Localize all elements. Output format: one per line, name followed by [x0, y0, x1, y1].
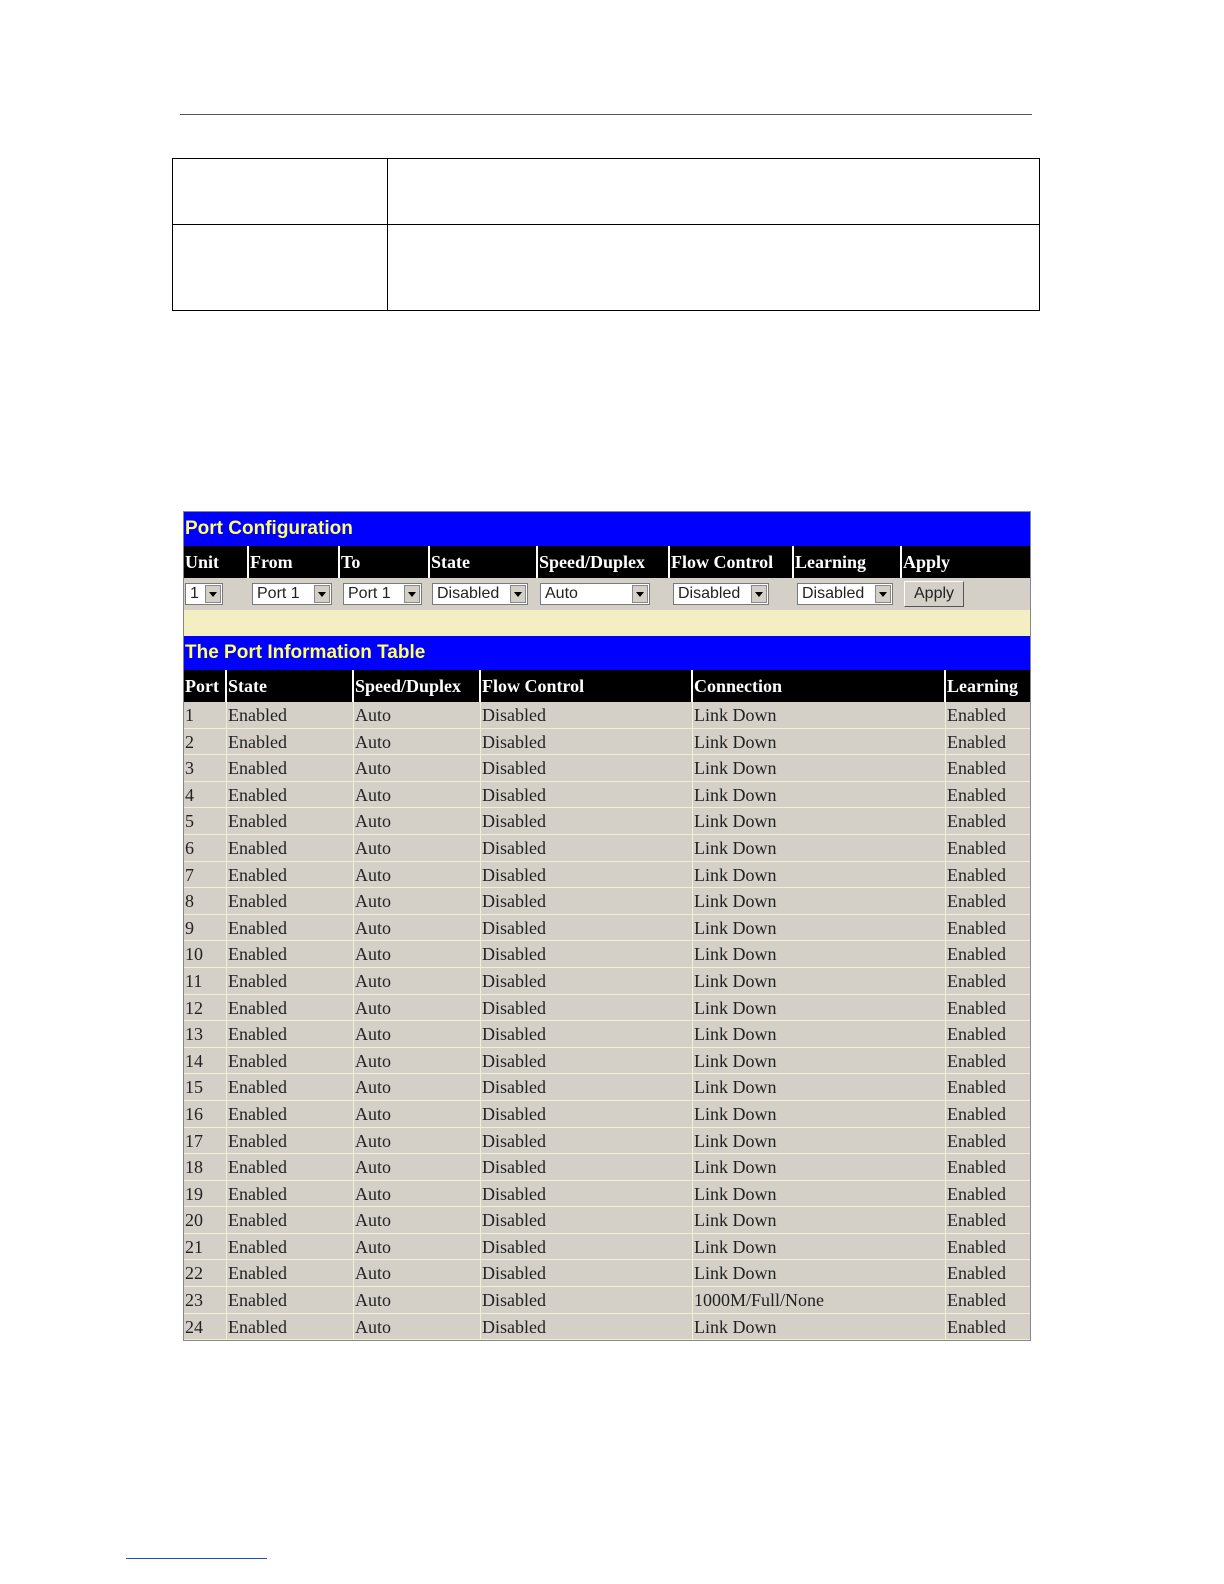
chevron-down-icon[interactable] [875, 585, 891, 603]
table-row [184, 1260, 1030, 1287]
port-configuration-panel [183, 511, 1031, 1341]
speed-duplex-cell: Auto [354, 1154, 481, 1180]
connection-cell: Link Down [693, 888, 946, 914]
state-cell: Enabled [227, 1314, 354, 1340]
learning-cell: Enabled [947, 784, 1006, 805]
learning-cell: Enabled [947, 1316, 1006, 1337]
flow-control-select[interactable] [673, 583, 769, 605]
port-cell: 20 [184, 1207, 227, 1233]
speed-duplex-cell: Auto [354, 1128, 481, 1154]
connection-cell: Link Down [693, 1101, 946, 1127]
state-cell: Enabled [227, 968, 354, 994]
unit-select[interactable] [185, 583, 223, 605]
speed-duplex-cell: Auto [354, 1048, 481, 1074]
port-cell: 16 [184, 1101, 227, 1127]
table-row [184, 1234, 1030, 1261]
learning-cell: Enabled [947, 811, 1006, 832]
state-cell: Enabled [227, 1048, 354, 1074]
flow-control-cell: Disabled [481, 968, 693, 994]
connection-cell: Link Down [693, 1207, 946, 1233]
state-cell: Enabled [227, 1101, 354, 1127]
flow-control-cell: Disabled [481, 729, 693, 755]
config-header-to: To [340, 546, 430, 578]
table-row [184, 1207, 1030, 1234]
config-header-speed-duplex: Speed/Duplex [538, 546, 670, 578]
flow-control-cell: Disabled [481, 915, 693, 941]
flow-control-cell: Disabled [481, 1154, 693, 1180]
connection-cell: Link Down [693, 862, 946, 888]
port-cell: 11 [184, 968, 227, 994]
connection-cell: Link Down [693, 1314, 946, 1340]
speed-duplex-cell [538, 583, 670, 605]
table-row [184, 968, 1030, 995]
state-cell: Enabled [227, 1021, 354, 1047]
connection-cell: Link Down [693, 941, 946, 967]
config-controls-row [184, 578, 1030, 610]
flow-control-cell: Disabled [481, 782, 693, 808]
port-cell: 24 [184, 1314, 227, 1340]
table-row [184, 888, 1030, 915]
state-cell [430, 583, 538, 605]
learning-cell: Enabled [947, 970, 1006, 991]
port-cell: 18 [184, 1154, 227, 1180]
connection-cell: Link Down [693, 1074, 946, 1100]
speed-duplex-cell: Auto [354, 915, 481, 941]
state-cell: Enabled [227, 782, 354, 808]
learning-cell: Enabled [947, 1103, 1006, 1124]
learning-cell: Enabled [947, 1236, 1006, 1257]
learning-cell: Enabled [947, 864, 1006, 885]
table-row [184, 1101, 1030, 1128]
table-row [184, 995, 1030, 1022]
apply-cell [902, 581, 1030, 607]
speed-duplex-cell: Auto [354, 1021, 481, 1047]
config-header-unit: Unit [184, 546, 249, 578]
info-header-connection: Connection [693, 670, 946, 702]
page-header-rule [180, 114, 1032, 115]
config-header-from: From [249, 546, 340, 578]
learning-cell: Enabled [947, 1130, 1006, 1151]
flow-control-cell: Disabled [481, 941, 693, 967]
document-table-cell [173, 159, 388, 225]
connection-cell: Link Down [693, 915, 946, 941]
flow-control-cell: Disabled [481, 808, 693, 834]
chevron-down-icon[interactable] [510, 585, 526, 603]
speed-duplex-cell: Auto [354, 1314, 481, 1340]
table-row [184, 755, 1030, 782]
state-cell: Enabled [227, 702, 354, 728]
speed-duplex-cell: Auto [354, 1234, 481, 1260]
learning-cell: Enabled [947, 837, 1006, 858]
state-cell: Enabled [227, 1128, 354, 1154]
table-row [184, 702, 1030, 729]
port-information-table-title: The Port Information Table [184, 636, 1030, 670]
learning-cell: Enabled [947, 944, 1006, 965]
port-cell: 12 [184, 995, 227, 1021]
learning-cell: Enabled [947, 1050, 1006, 1071]
flow-control-cell: Disabled [481, 702, 693, 728]
chevron-down-icon[interactable] [314, 585, 330, 603]
state-cell: Enabled [227, 1074, 354, 1100]
chevron-down-icon[interactable] [632, 585, 648, 603]
learning-cell: Enabled [947, 1263, 1006, 1284]
speed-duplex-cell: Auto [354, 782, 481, 808]
speed-duplex-select-value: Auto [545, 585, 578, 602]
port-cell: 15 [184, 1074, 227, 1100]
table-row [184, 1154, 1030, 1181]
document-table-row [173, 225, 1040, 311]
learning-cell: Enabled [947, 1210, 1006, 1231]
speed-duplex-cell: Auto [354, 1101, 481, 1127]
table-row [184, 1287, 1030, 1314]
port-cell: 1 [184, 702, 227, 728]
port-cell: 13 [184, 1021, 227, 1047]
connection-cell: Link Down [693, 835, 946, 861]
separator-band [184, 610, 1030, 636]
config-header-flow-control: Flow Control [670, 546, 794, 578]
connection-cell: Link Down [693, 808, 946, 834]
flow-control-cell [670, 583, 794, 605]
table-row [184, 808, 1030, 835]
state-cell: Enabled [227, 1154, 354, 1180]
learning-cell: Enabled [947, 997, 1006, 1018]
learning-select-value: Disabled [802, 585, 865, 602]
speed-duplex-cell: Auto [354, 702, 481, 728]
to-port-select-value: Port 1 [348, 585, 391, 602]
table-row [184, 1048, 1030, 1075]
connection-cell: Link Down [693, 968, 946, 994]
document-table-cell [173, 225, 388, 311]
state-cell: Enabled [227, 835, 354, 861]
learning-cell: Enabled [947, 1077, 1006, 1098]
connection-cell: Link Down [693, 702, 946, 728]
table-row [184, 915, 1030, 942]
connection-cell: Link Down [693, 1234, 946, 1260]
unit-select-value: 1 [190, 585, 199, 602]
connection-cell: Link Down [693, 755, 946, 781]
flow-control-cell: Disabled [481, 862, 693, 888]
learning-cell: Enabled [947, 1183, 1006, 1204]
from-port-select-value: Port 1 [257, 585, 300, 602]
port-cell: 21 [184, 1234, 227, 1260]
speed-duplex-cell: Auto [354, 1074, 481, 1100]
learning-cell: Enabled [947, 731, 1006, 752]
table-row [184, 1074, 1030, 1101]
flow-control-cell: Disabled [481, 1101, 693, 1127]
flow-control-cell: Disabled [481, 1074, 693, 1100]
port-cell: 23 [184, 1287, 227, 1313]
state-cell: Enabled [227, 888, 354, 914]
flow-control-cell: Disabled [481, 995, 693, 1021]
config-header-state: State [430, 546, 538, 578]
connection-cell: Link Down [693, 1021, 946, 1047]
connection-cell: Link Down [693, 1128, 946, 1154]
port-cell: 6 [184, 835, 227, 861]
to-cell [340, 583, 430, 605]
flow-control-cell: Disabled [481, 1048, 693, 1074]
flow-control-cell: Disabled [481, 1314, 693, 1340]
state-select[interactable] [432, 583, 528, 605]
info-header-speed-duplex: Speed/Duplex [354, 670, 481, 702]
learning-cell: Enabled [947, 1290, 1006, 1311]
speed-duplex-cell: Auto [354, 729, 481, 755]
connection-cell: Link Down [693, 1154, 946, 1180]
port-cell: 10 [184, 941, 227, 967]
flow-control-cell: Disabled [481, 1128, 693, 1154]
table-row [184, 835, 1030, 862]
state-cell: Enabled [227, 1207, 354, 1233]
connection-cell: Link Down [693, 1181, 946, 1207]
connection-cell: Link Down [693, 1048, 946, 1074]
speed-duplex-select[interactable] [540, 583, 650, 605]
port-cell: 9 [184, 915, 227, 941]
port-cell: 2 [184, 729, 227, 755]
state-cell: Enabled [227, 729, 354, 755]
flow-control-cell: Disabled [481, 1287, 693, 1313]
state-cell: Enabled [227, 1181, 354, 1207]
state-cell: Enabled [227, 755, 354, 781]
table-row [184, 1128, 1030, 1155]
speed-duplex-cell: Auto [354, 1287, 481, 1313]
connection-cell: 1000M/Full/None [693, 1287, 946, 1313]
port-cell: 17 [184, 1128, 227, 1154]
flow-control-cell: Disabled [481, 755, 693, 781]
connection-cell: Link Down [693, 1260, 946, 1286]
speed-duplex-cell: Auto [354, 1260, 481, 1286]
port-cell: 5 [184, 808, 227, 834]
flow-control-cell: Disabled [481, 1234, 693, 1260]
port-cell: 22 [184, 1260, 227, 1286]
learning-cell: Enabled [947, 917, 1006, 938]
from-port-select[interactable] [252, 583, 332, 605]
document-table-cell [388, 159, 1040, 225]
flow-control-cell: Disabled [481, 888, 693, 914]
table-row [184, 729, 1030, 756]
port-configuration-title: Port Configuration [184, 512, 1030, 546]
config-header-learning: Learning [794, 546, 902, 578]
flow-control-cell: Disabled [481, 1207, 693, 1233]
footer-link-rule [126, 1558, 267, 1559]
table-row [184, 941, 1030, 968]
unit-cell [184, 583, 249, 605]
connection-cell: Link Down [693, 729, 946, 755]
config-header-row [184, 546, 1030, 578]
table-row [184, 1181, 1030, 1208]
table-row [184, 862, 1030, 889]
document-table-cell [388, 225, 1040, 311]
apply-button[interactable]: Apply [904, 581, 964, 607]
flow-control-select-value: Disabled [678, 585, 741, 602]
state-cell: Enabled [227, 995, 354, 1021]
flow-control-cell: Disabled [481, 1021, 693, 1047]
speed-duplex-cell: Auto [354, 1207, 481, 1233]
learning-cell [794, 583, 902, 605]
to-port-select[interactable] [343, 583, 422, 605]
learning-cell: Enabled [947, 758, 1006, 779]
state-cell: Enabled [227, 1234, 354, 1260]
flow-control-cell: Disabled [481, 1181, 693, 1207]
learning-cell: Enabled [947, 891, 1006, 912]
state-cell: Enabled [227, 1260, 354, 1286]
state-cell: Enabled [227, 808, 354, 834]
chevron-down-icon[interactable] [404, 585, 420, 603]
learning-cell: Enabled [947, 705, 1006, 725]
info-header-flow-control: Flow Control [481, 670, 693, 702]
speed-duplex-cell: Auto [354, 888, 481, 914]
speed-duplex-cell: Auto [354, 755, 481, 781]
port-cell: 7 [184, 862, 227, 888]
port-cell: 3 [184, 755, 227, 781]
info-header-row [184, 670, 1030, 702]
speed-duplex-cell: Auto [354, 968, 481, 994]
state-cell: Enabled [227, 862, 354, 888]
connection-cell: Link Down [693, 782, 946, 808]
chevron-down-icon[interactable] [205, 585, 221, 603]
port-cell: 19 [184, 1181, 227, 1207]
flow-control-cell: Disabled [481, 1260, 693, 1286]
table-row [184, 782, 1030, 809]
learning-cell: Enabled [947, 1024, 1006, 1045]
speed-duplex-cell: Auto [354, 808, 481, 834]
state-select-value: Disabled [437, 585, 500, 602]
port-cell: 8 [184, 888, 227, 914]
document-table-row [173, 159, 1040, 225]
speed-duplex-cell: Auto [354, 862, 481, 888]
info-header-learning: Learning [947, 676, 1019, 696]
table-row [184, 1314, 1030, 1341]
speed-duplex-cell: Auto [354, 835, 481, 861]
chevron-down-icon[interactable] [751, 585, 767, 603]
from-cell [249, 583, 340, 605]
port-cell: 4 [184, 782, 227, 808]
connection-cell: Link Down [693, 995, 946, 1021]
speed-duplex-cell: Auto [354, 995, 481, 1021]
info-header-port: Port [184, 670, 227, 702]
document-table [172, 158, 1040, 311]
learning-select[interactable] [797, 583, 893, 605]
state-cell: Enabled [227, 1287, 354, 1313]
port-information-table-body [184, 702, 1030, 1340]
table-row [184, 1021, 1030, 1048]
learning-cell: Enabled [947, 1157, 1006, 1178]
port-cell: 14 [184, 1048, 227, 1074]
state-cell: Enabled [227, 941, 354, 967]
config-header-apply: Apply [903, 552, 951, 572]
state-cell: Enabled [227, 915, 354, 941]
speed-duplex-cell: Auto [354, 941, 481, 967]
info-header-state: State [227, 670, 354, 702]
flow-control-cell: Disabled [481, 835, 693, 861]
speed-duplex-cell: Auto [354, 1181, 481, 1207]
